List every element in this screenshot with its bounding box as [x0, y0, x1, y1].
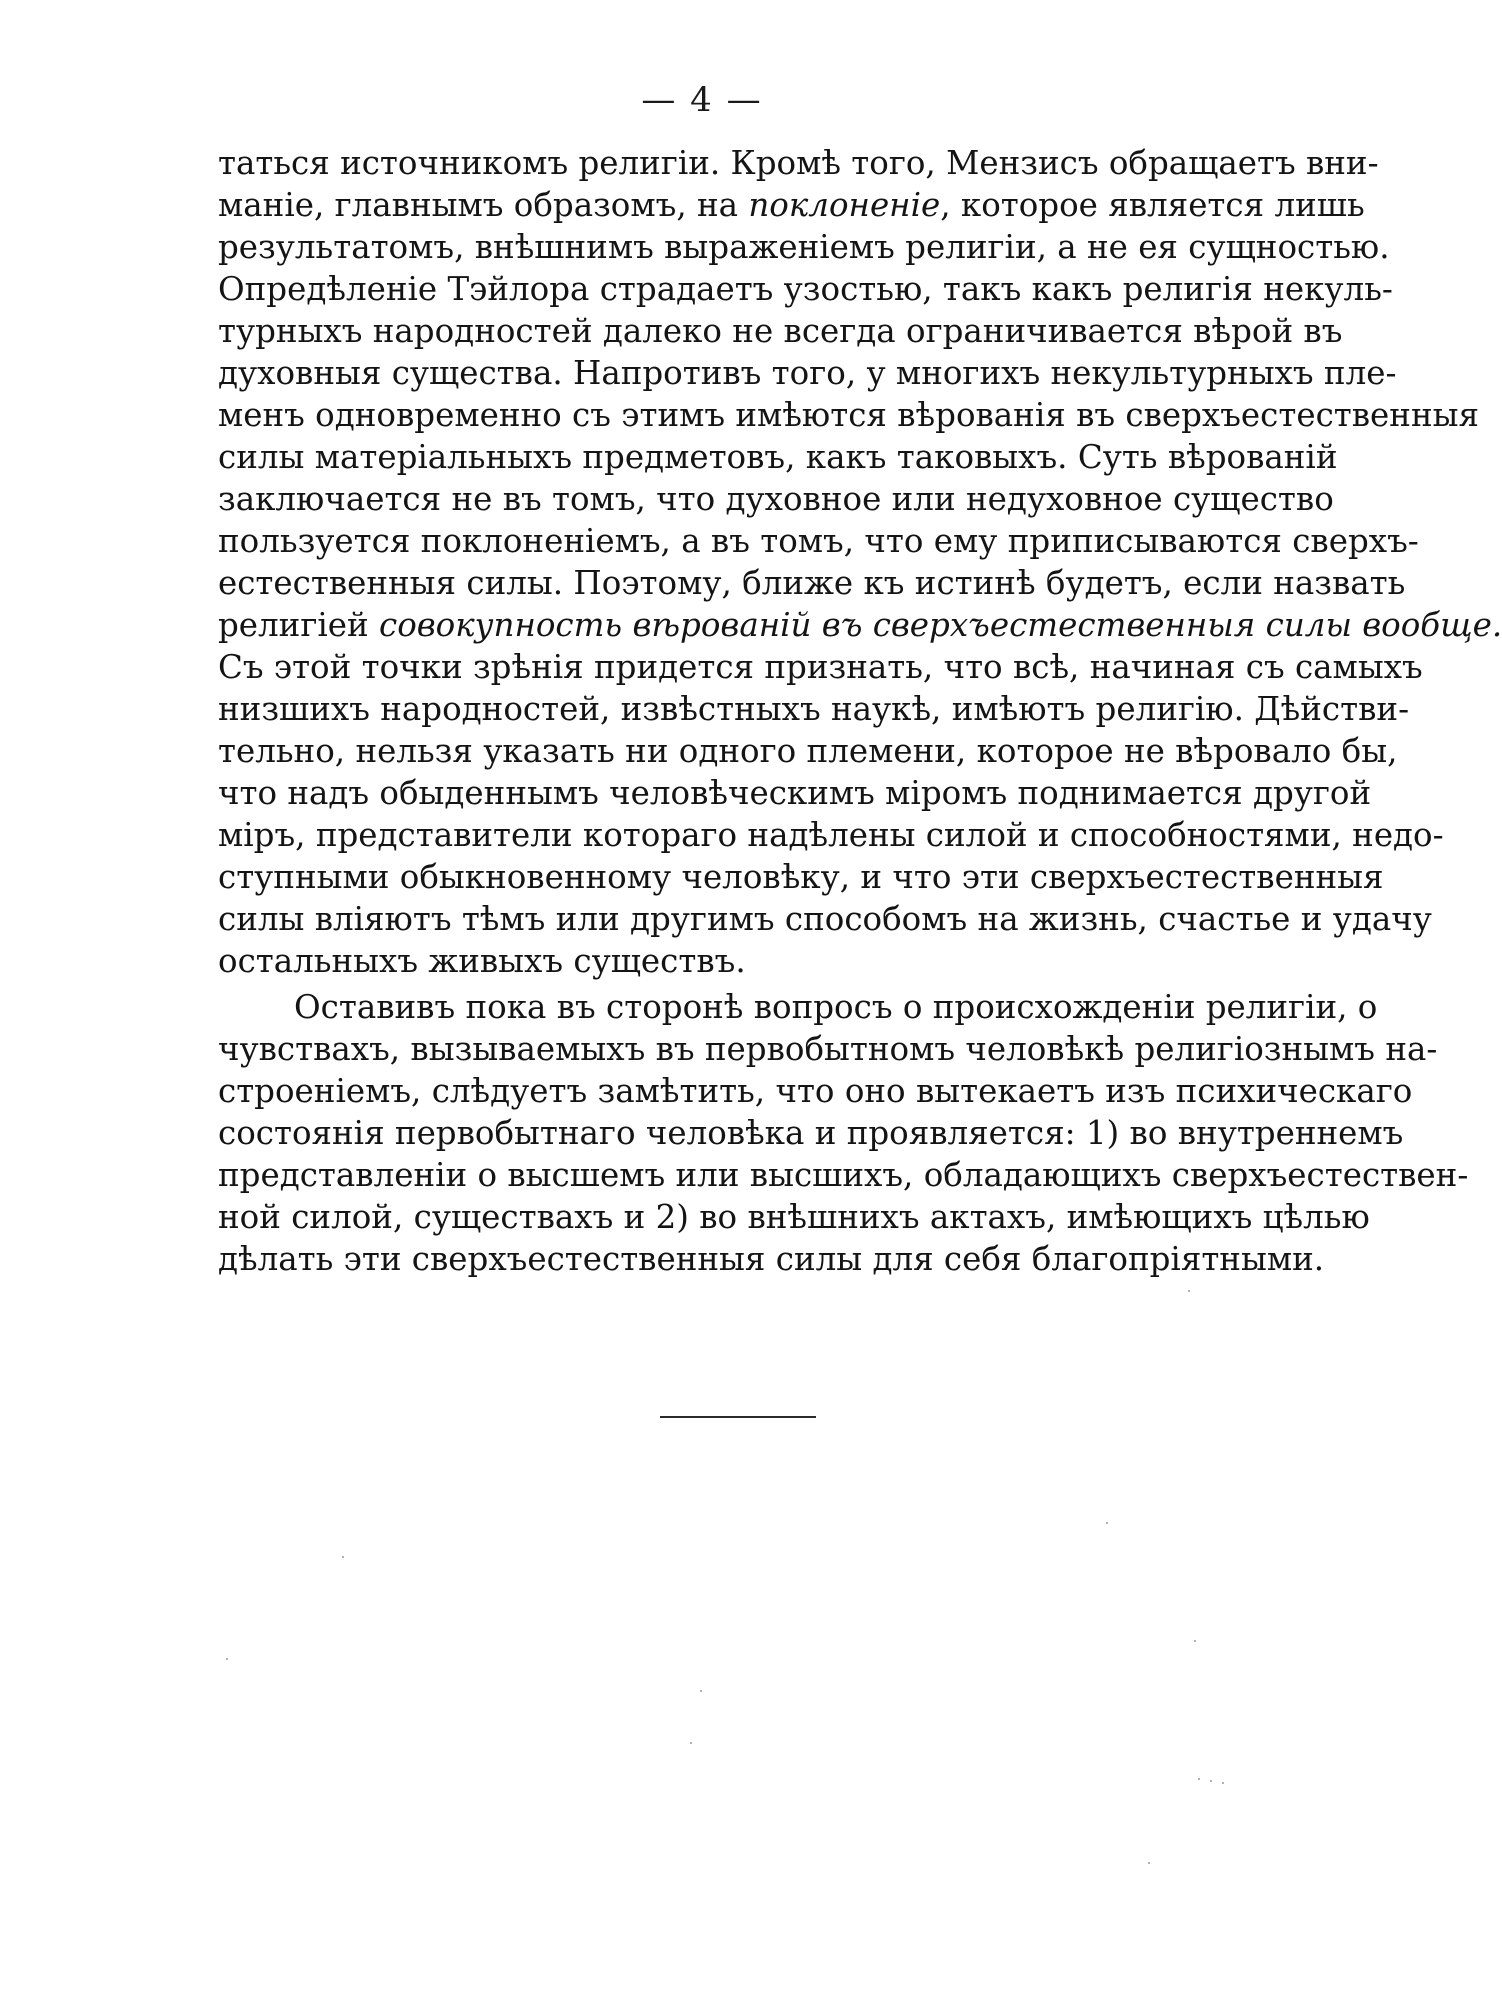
text-line: представленіи о высшемъ или высшихъ, обладающихъ сверхъестествен- — [218, 1156, 1469, 1194]
text-run: , которое является лишь — [940, 186, 1365, 224]
text-line: естественныя силы. Поэтому, ближе къ истинѣ будетъ, если назвать — [218, 564, 1406, 602]
text-line: ступными обыкновенному человѣку, и что эти сверхъестественныя — [218, 858, 1384, 896]
print-speck — [1198, 1778, 1200, 1780]
text-line: пользуется поклоненіемъ, а въ томъ, что ему приписываются сверхъ- — [218, 522, 1419, 560]
page-number: — 4 — — [641, 80, 763, 120]
text-line: ной силой, существахъ и 2) во внѣшнихъ актахъ, имѣющихъ цѣлью — [218, 1198, 1370, 1236]
text-line: чувствахъ, вызываемыхъ въ первобытномъ человѣкѣ религіознымъ на- — [218, 1030, 1438, 1068]
print-speck — [1148, 1862, 1150, 1864]
text-line: низшихъ народностей, извѣстныхъ наукѣ, имѣютъ религію. Дѣйстви- — [218, 690, 1410, 728]
text-line: дѣлать эти сверхъестественныя силы для себя благопріятными. — [218, 1240, 1325, 1278]
text-line: заключается не въ томъ, что духовное или недуховное существо — [218, 480, 1334, 518]
print-speck — [1210, 1780, 1212, 1782]
text-line: Опредѣленіе Тэйлора страдаетъ узостью, такъ какъ религія некуль- — [218, 270, 1393, 308]
text-run: маніе, главнымъ образомъ, на — [218, 186, 749, 224]
section-divider — [660, 1416, 816, 1418]
text-line: строеніемъ, слѣдуетъ замѣтить, что оно вытекаетъ изъ психическаго — [218, 1072, 1413, 1110]
text-line: состоянія первобытнаго человѣка и проявляется: 1) во внутреннемъ — [218, 1114, 1404, 1152]
print-speck — [1106, 1522, 1108, 1524]
body-text — [218, 142, 1502, 1280]
print-speck — [226, 1658, 228, 1660]
text-line: что надъ обыденнымъ человѣческимъ міромъ поднимается другой — [218, 774, 1372, 812]
text-line: менъ одновременно съ этимъ имѣются вѣрованія въ сверхъестественныя — [218, 396, 1479, 434]
text-line: результатомъ, внѣшнимъ выраженіемъ религіи, а не ея сущностью. — [218, 228, 1390, 266]
print-speck — [1222, 1782, 1224, 1784]
text-line: міръ, представители котораго надѣлены силой и способностями, недо- — [218, 816, 1444, 854]
emphasis-text: поклоненіе — [748, 186, 941, 224]
print-speck — [1194, 1640, 1196, 1642]
text-line: турныхъ народностей далеко не всегда ограничивается вѣрой въ — [218, 312, 1343, 350]
text-line — [218, 184, 1365, 226]
text-line: таться источникомъ религіи. Кромѣ того, Мензисъ обращаетъ вни- — [218, 144, 1379, 182]
emphasis-text: совокупность вѣрованій въ сверхъестественныя силы вообще. — [379, 606, 1502, 644]
print-speck — [1188, 1290, 1190, 1292]
text-line: тельно, нельзя указать ни одного племени, которое не вѣровало бы, — [218, 732, 1398, 770]
print-speck — [342, 1556, 344, 1558]
text-line — [218, 604, 1502, 646]
text-line: духовныя существа. Напротивъ того, у многихъ некультурныхъ пле- — [218, 354, 1397, 392]
text-line: силы матеріальныхъ предметовъ, какъ таковыхъ. Суть вѣрованій — [218, 438, 1338, 476]
text-line: Оставивъ пока въ сторонѣ вопросъ о происхожденіи религіи, о — [294, 988, 1378, 1026]
paragraph-1 — [218, 142, 1502, 982]
text-line: силы вліяютъ тѣмъ или другимъ способомъ на жизнь, счастье и удачу — [218, 900, 1432, 938]
text-line: остальныхъ живыхъ существъ. — [218, 942, 746, 980]
print-speck — [700, 1690, 702, 1692]
text-run: религіей — [218, 606, 379, 644]
paragraph-2 — [218, 986, 1469, 1280]
print-speck — [690, 1742, 692, 1744]
text-line: Съ этой точки зрѣнія придется признать, что всѣ, начиная съ самыхъ — [218, 648, 1423, 686]
